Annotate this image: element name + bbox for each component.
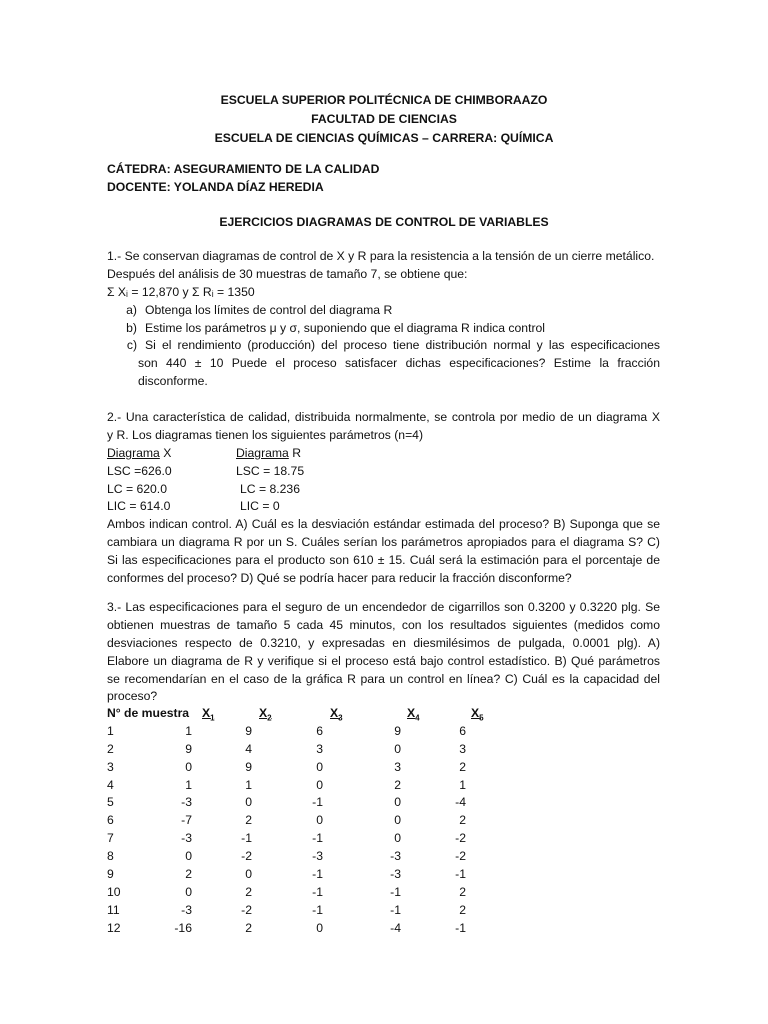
cell-x2: 9 xyxy=(245,723,252,738)
cell-x3: 0 xyxy=(316,920,323,935)
docente-line: DOCENTE: YOLANDA DÍAZ HEREDIA xyxy=(107,179,324,194)
catedra-line: CÁTEDRA: ASEGURAMIENTO DE LA CALIDAD xyxy=(107,162,380,176)
header-line-1: ESCUELA SUPERIOR POLITÉCNICA DE CHIMBORAAZO xyxy=(220,93,548,107)
ex3-line-6: proceso? xyxy=(107,689,158,704)
x-lsc: LSC =626.0 xyxy=(107,463,172,478)
ex2-limit-row xyxy=(107,481,660,499)
sample-number: 6 xyxy=(107,813,114,828)
cell-x3: -1 xyxy=(312,831,323,846)
ex1-line-2: Después del análisis de 30 muestras de tamaño 7, se obtiene que: xyxy=(107,266,468,281)
cell-x1: -3 xyxy=(181,795,192,810)
cell-x2: -2 xyxy=(241,902,252,917)
table-row xyxy=(107,903,507,921)
cell-x3: 3 xyxy=(316,741,323,756)
table-row xyxy=(107,795,507,813)
ex1-item-c-cont-2 xyxy=(107,373,660,391)
col-header-x2 xyxy=(259,706,272,722)
col-header-x5-sub: 5 xyxy=(479,713,484,723)
cell-x4: 0 xyxy=(394,831,401,846)
cell-x3: 0 xyxy=(316,777,323,792)
cell-x2: 1 xyxy=(245,777,252,792)
cell-x5: -1 xyxy=(455,867,466,882)
sample-number: 7 xyxy=(107,831,114,846)
cell-x3: -1 xyxy=(312,795,323,810)
diagram-r-header xyxy=(236,445,301,463)
cell-x5: 2 xyxy=(459,902,466,917)
table-body xyxy=(107,724,507,939)
exercise-3 xyxy=(107,599,660,706)
col-header-x2-sub: 2 xyxy=(267,713,272,723)
cell-x4: -1 xyxy=(390,902,401,917)
cell-x2: 4 xyxy=(245,741,252,756)
title-text: EJERCICIOS DIAGRAMAS DE CONTROL DE VARIABLES xyxy=(219,215,549,229)
ex1-sums: Σ Xᵢ = 12,870 y Σ Rᵢ = 1350 xyxy=(107,284,255,299)
ex3-line-4: Elabore un diagrama de R y verifique si el proceso está bajo control estadístico. B) Qué parámetros xyxy=(107,653,660,668)
cell-x2: 2 xyxy=(245,920,252,935)
sample-number: 5 xyxy=(107,795,114,810)
sample-number: 3 xyxy=(107,759,114,774)
cell-x5: -1 xyxy=(455,920,466,935)
cell-x4: 0 xyxy=(394,813,401,828)
x-lic: LIC = 614.0 xyxy=(107,499,171,514)
sample-number: 2 xyxy=(107,741,114,756)
header-line-2: FACULTAD DE CIENCIAS xyxy=(311,112,457,126)
ex1-item-c xyxy=(107,337,660,355)
col-header-sample: N° de muestra xyxy=(107,706,190,720)
cell-x4: 2 xyxy=(394,777,401,792)
samples-table xyxy=(107,706,507,939)
sample-number: 11 xyxy=(107,902,120,917)
item-text: Si el rendimiento (producción) del proceso tiene distribución normal y las especificaciones xyxy=(145,338,660,353)
ex1-item-a xyxy=(107,302,660,320)
item-text: Estime los parámetros μ y σ, suponiendo que el diagrama R indica control xyxy=(145,320,546,335)
ex3-line-2: obtienen muestras de tamaño 5 cada 45 minutos, con los resultados siguientes (medidos como xyxy=(107,617,660,632)
cell-x5: 2 xyxy=(459,759,466,774)
r-lsc: LSC = 18.75 xyxy=(236,463,305,478)
cell-x3: -3 xyxy=(312,849,323,864)
cell-x5: -2 xyxy=(455,831,466,846)
cell-x2: 0 xyxy=(245,867,252,882)
col-header-x1-sub: 1 xyxy=(210,713,215,723)
r-lic: LIC = 0 xyxy=(240,499,280,514)
cell-x2: -1 xyxy=(241,831,252,846)
table-header xyxy=(107,706,507,724)
col-header-x4-sub: 4 xyxy=(415,713,420,723)
table-row xyxy=(107,921,507,939)
ex3-line-5: se recomendarían en el caso de la gráfica R para un control en línea? C) Cuál es la capacidad del xyxy=(107,671,660,686)
ex2-line-1: 2.- Una característica de calidad, distribuida normalmente, se controla por medio de un diagrama X xyxy=(107,410,660,424)
col-header-x4 xyxy=(407,706,420,722)
cell-x1: 1 xyxy=(185,777,192,792)
cell-x1: 2 xyxy=(185,867,192,882)
cell-x2: 9 xyxy=(245,759,252,774)
x-lc: LC = 620.0 xyxy=(107,481,167,496)
cell-x1: -3 xyxy=(181,902,192,917)
ex2-line-2: y R. Los diagramas tienen los siguientes parámetros (n=4) xyxy=(107,427,424,442)
cell-x3: 0 xyxy=(316,759,323,774)
course-info xyxy=(107,161,660,197)
ex2-question-2: cambiara un diagrama R por un S. Cuáles serían los parámetros apropiados para el diagrama S? C) xyxy=(107,535,660,550)
diagram-r-header-label: Diagrama xyxy=(236,445,289,460)
cell-x3: -1 xyxy=(312,884,323,899)
ex2-question-1: Ambos indican control. A) Cuál es la desviación estándar estimada del proceso? B) Suponga que se xyxy=(107,517,660,532)
exercise-2 xyxy=(107,409,660,588)
table-row xyxy=(107,849,507,867)
ex2-limit-row xyxy=(107,463,660,481)
item-text: disconforme. xyxy=(138,374,208,389)
col-header-x4-letter: X xyxy=(407,706,416,720)
cell-x2: 0 xyxy=(245,795,252,810)
sample-number: 8 xyxy=(107,849,114,864)
cell-x3: 6 xyxy=(316,723,323,738)
col-header-x1 xyxy=(202,706,215,722)
cell-x5: 3 xyxy=(459,741,466,756)
sample-number: 4 xyxy=(107,777,114,792)
table-row xyxy=(107,885,507,903)
table-row xyxy=(107,813,507,831)
cell-x5: 1 xyxy=(459,777,466,792)
cell-x1: 9 xyxy=(185,741,192,756)
cell-x4: -3 xyxy=(390,867,401,882)
diagram-x-header-label: Diagrama xyxy=(107,445,160,460)
col-header-x3-sub: 3 xyxy=(338,713,343,723)
cell-x3: -1 xyxy=(312,867,323,882)
cell-x2: 2 xyxy=(245,884,252,899)
cell-x1: 0 xyxy=(185,849,192,864)
cell-x4: 3 xyxy=(394,759,401,774)
ex2-limit-row xyxy=(107,498,660,516)
page-title xyxy=(0,213,768,232)
ex3-line-3: desviaciones respecto de 0.3210, y expresadas en diesmilésimos de pulgada, 0.0001 plg). A) xyxy=(107,635,660,650)
table-row xyxy=(107,724,507,742)
sample-number: 1 xyxy=(107,723,114,738)
ex1-item-b xyxy=(107,320,660,338)
sample-number: 9 xyxy=(107,867,114,882)
diagram-r-header-symbol: R xyxy=(292,445,302,460)
r-lc: LC = 8.236 xyxy=(240,481,300,496)
cell-x1: 1 xyxy=(185,723,192,738)
cell-x3: -1 xyxy=(312,902,323,917)
cell-x2: 2 xyxy=(245,813,252,828)
cell-x5: 6 xyxy=(459,723,466,738)
col-header-x3-letter: X xyxy=(330,706,339,720)
table-row xyxy=(107,778,507,796)
cell-x5: 2 xyxy=(459,884,466,899)
sample-number: 12 xyxy=(107,920,121,935)
exercise-1 xyxy=(107,248,660,391)
ex3-line-1: 3.- Las especificaciones para el seguro de un encendedor de cigarrillos son 0.3200 y 0.3220 plg. Se xyxy=(107,600,660,614)
table-row xyxy=(107,867,507,885)
cell-x4: 0 xyxy=(394,795,401,810)
col-header-x3 xyxy=(330,706,343,722)
item-label: a) xyxy=(126,302,137,317)
cell-x4: -3 xyxy=(390,849,401,864)
cell-x5: -2 xyxy=(455,849,466,864)
col-header-x5-letter: X xyxy=(471,706,480,720)
sample-number: 10 xyxy=(107,884,121,899)
cell-x5: 2 xyxy=(459,813,466,828)
item-text: Obtenga los límites de control del diagrama R xyxy=(145,302,393,317)
col-header-x1-letter: X xyxy=(202,706,211,720)
col-header-x2-letter: X xyxy=(259,706,268,720)
cell-x1: -3 xyxy=(181,831,192,846)
cell-x1: -16 xyxy=(174,920,192,935)
cell-x5: -4 xyxy=(455,795,466,810)
ex2-question-3: Si las especificaciones para el producto son 610 ± 15. Cuál será la estimación para el porcentaje de xyxy=(107,553,660,568)
item-label: c) xyxy=(126,338,137,353)
item-label: b) xyxy=(126,320,137,335)
col-header-x5 xyxy=(471,706,484,722)
diagram-x-header-symbol: X xyxy=(163,445,172,460)
cell-x1: -7 xyxy=(181,813,192,828)
ex1-line-1: 1.- Se conservan diagramas de control de X y R para la resistencia a la tensión de un cierre metálico. xyxy=(107,249,655,263)
table-row xyxy=(107,831,507,849)
ex1-item-c-cont-1 xyxy=(107,355,660,373)
cell-x4: -1 xyxy=(390,884,401,899)
item-text: son 440 ± 10 Puede el proceso satisfacer dichas especificaciones? Estime la fracción xyxy=(138,356,660,371)
ex2-diagram-headers xyxy=(107,445,660,463)
ex2-question-4: conformes del proceso? D) Qué se podría hacer para reducir la fracción disconforme? xyxy=(107,571,572,586)
table-row xyxy=(107,760,507,778)
cell-x1: 0 xyxy=(185,884,192,899)
institution-header xyxy=(0,91,768,148)
header-line-3: ESCUELA DE CIENCIAS QUÍMICAS – CARRERA: QUÍMICA xyxy=(214,131,554,145)
cell-x4: 0 xyxy=(394,741,401,756)
cell-x2: -2 xyxy=(241,849,252,864)
cell-x4: 9 xyxy=(394,723,401,738)
cell-x3: 0 xyxy=(316,813,323,828)
diagram-x-header xyxy=(107,445,171,463)
cell-x4: -4 xyxy=(390,920,401,935)
cell-x1: 0 xyxy=(185,759,192,774)
table-row xyxy=(107,742,507,760)
